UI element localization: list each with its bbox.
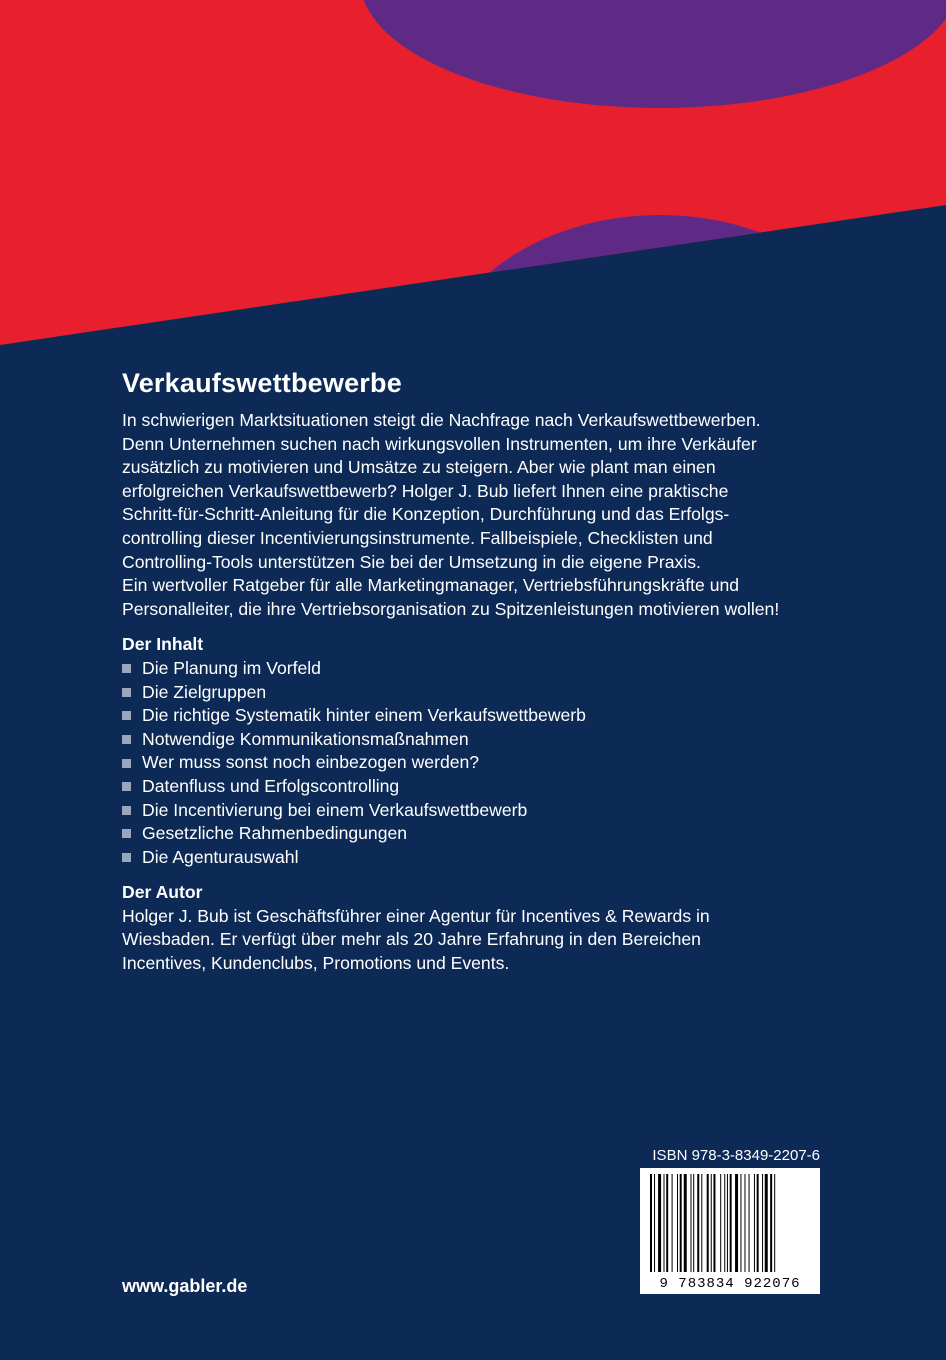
contents-heading: Der Inhalt <box>122 634 204 655</box>
list-item: Die Agenturauswahl <box>122 846 832 870</box>
barcode-bar <box>677 1174 678 1272</box>
barcode-bar <box>745 1174 746 1272</box>
barcode-bar <box>762 1174 763 1272</box>
publisher-website[interactable]: www.gabler.de <box>122 1276 248 1296</box>
barcode-bar <box>654 1174 655 1272</box>
square-bullet-icon <box>122 735 131 744</box>
barcode-bar <box>701 1174 702 1272</box>
barcode-bars <box>640 1168 820 1278</box>
book-title: Verkaufswettbewerbe <box>122 368 402 398</box>
square-bullet-icon <box>122 688 131 697</box>
barcode-bar <box>697 1174 699 1272</box>
back-cover-content <box>122 368 832 976</box>
barcode-bar <box>770 1174 772 1272</box>
barcode-bar <box>740 1174 741 1272</box>
barcode-bar <box>650 1174 652 1272</box>
barcode-bar <box>691 1174 692 1272</box>
contents-list <box>122 657 832 869</box>
barcode-bar <box>666 1174 668 1272</box>
author-heading: Der Autor <box>122 882 203 903</box>
barcode-digits: 9 783834 922076 <box>659 1276 801 1292</box>
barcode-bar <box>693 1174 694 1272</box>
isbn-label: ISBN 978-3-8349-2207-6 <box>652 1147 820 1164</box>
barcode-bar <box>774 1174 775 1272</box>
barcode-bar <box>749 1174 750 1272</box>
square-bullet-icon <box>122 664 131 673</box>
square-bullet-icon <box>122 806 131 815</box>
barcode-bar <box>684 1174 687 1272</box>
barcode-bar <box>658 1174 661 1272</box>
list-item: Die richtige Systematik hinter einem Verkaufswettbewerb <box>122 704 832 728</box>
list-item: Die Incentivierung bei einem Verkaufswettbewerb <box>122 799 832 823</box>
square-bullet-icon <box>122 782 131 791</box>
list-item: Gesetzliche Rahmenbedingungen <box>122 822 832 846</box>
list-item: Datenfluss und Erfolgscontrolling <box>122 775 832 799</box>
barcode-bar <box>664 1174 665 1272</box>
list-item: Wer muss sonst noch einbezogen werden? <box>122 751 832 775</box>
author-bio: Holger J. Bub ist Geschäftsführer einer Agentur für Incentives & Rewards in Wiesbaden. Er verfügt über mehr als 20 Jahre Erfahrung in den Bereichen Incentives, Kundenclubs, Promotions und Events. <box>122 905 710 974</box>
barcode-bar <box>724 1174 725 1272</box>
book-description: In schwierigen Marktsituationen steigt die Nachfrage nach Verkaufswettbewerben. Denn Unternehmen suchen nach wirkungsvollen Instrumenten, um ihre Verkäufer zusätzlich zu motivieren und Umsätze zu steigern. Aber wie plant man einen erfolgreichen Verkaufswettbewerb? Holger J. Bub liefert Ihnen eine praktische Schritt-für-Schritt-Anleitung für die Konzeption, Durchführung und das Erfolgs- controlling dieser Incentivierungsinstrumente. Fallbeispiele, Checklisten und Controlling-Tools unterstützen Sie bei der Umsetzung in die eigene Praxis. Ein wertvoller Ratgeber für alle Marketingmanager, Vertriebsführungskräfte und Personalleiter, die ihre Vertriebsorganisation zu Spitzenleistungen motivieren wollen! <box>122 410 780 619</box>
square-bullet-icon <box>122 759 131 768</box>
barcode-bar <box>735 1174 738 1272</box>
barcode-bar <box>730 1174 732 1272</box>
square-bullet-icon <box>122 829 131 838</box>
barcode-bar <box>765 1174 768 1272</box>
barcode-bar <box>754 1174 755 1272</box>
barcode-bar <box>757 1174 759 1272</box>
barcode <box>640 1168 820 1294</box>
square-bullet-icon <box>122 711 131 720</box>
barcode-bar <box>720 1174 721 1272</box>
list-item: Die Zielgruppen <box>122 681 832 705</box>
barcode-bar <box>672 1174 673 1272</box>
list-item: Die Planung im Vorfeld <box>122 657 832 681</box>
barcode-bar <box>680 1174 682 1272</box>
barcode-bar <box>707 1174 709 1272</box>
barcode-bar <box>727 1174 728 1272</box>
barcode-bar <box>713 1174 715 1272</box>
cover-graphic <box>0 0 946 360</box>
barcode-bar <box>711 1174 712 1272</box>
square-bullet-icon <box>122 853 131 862</box>
list-item: Notwendige Kommunikationsmaßnahmen <box>122 728 832 752</box>
